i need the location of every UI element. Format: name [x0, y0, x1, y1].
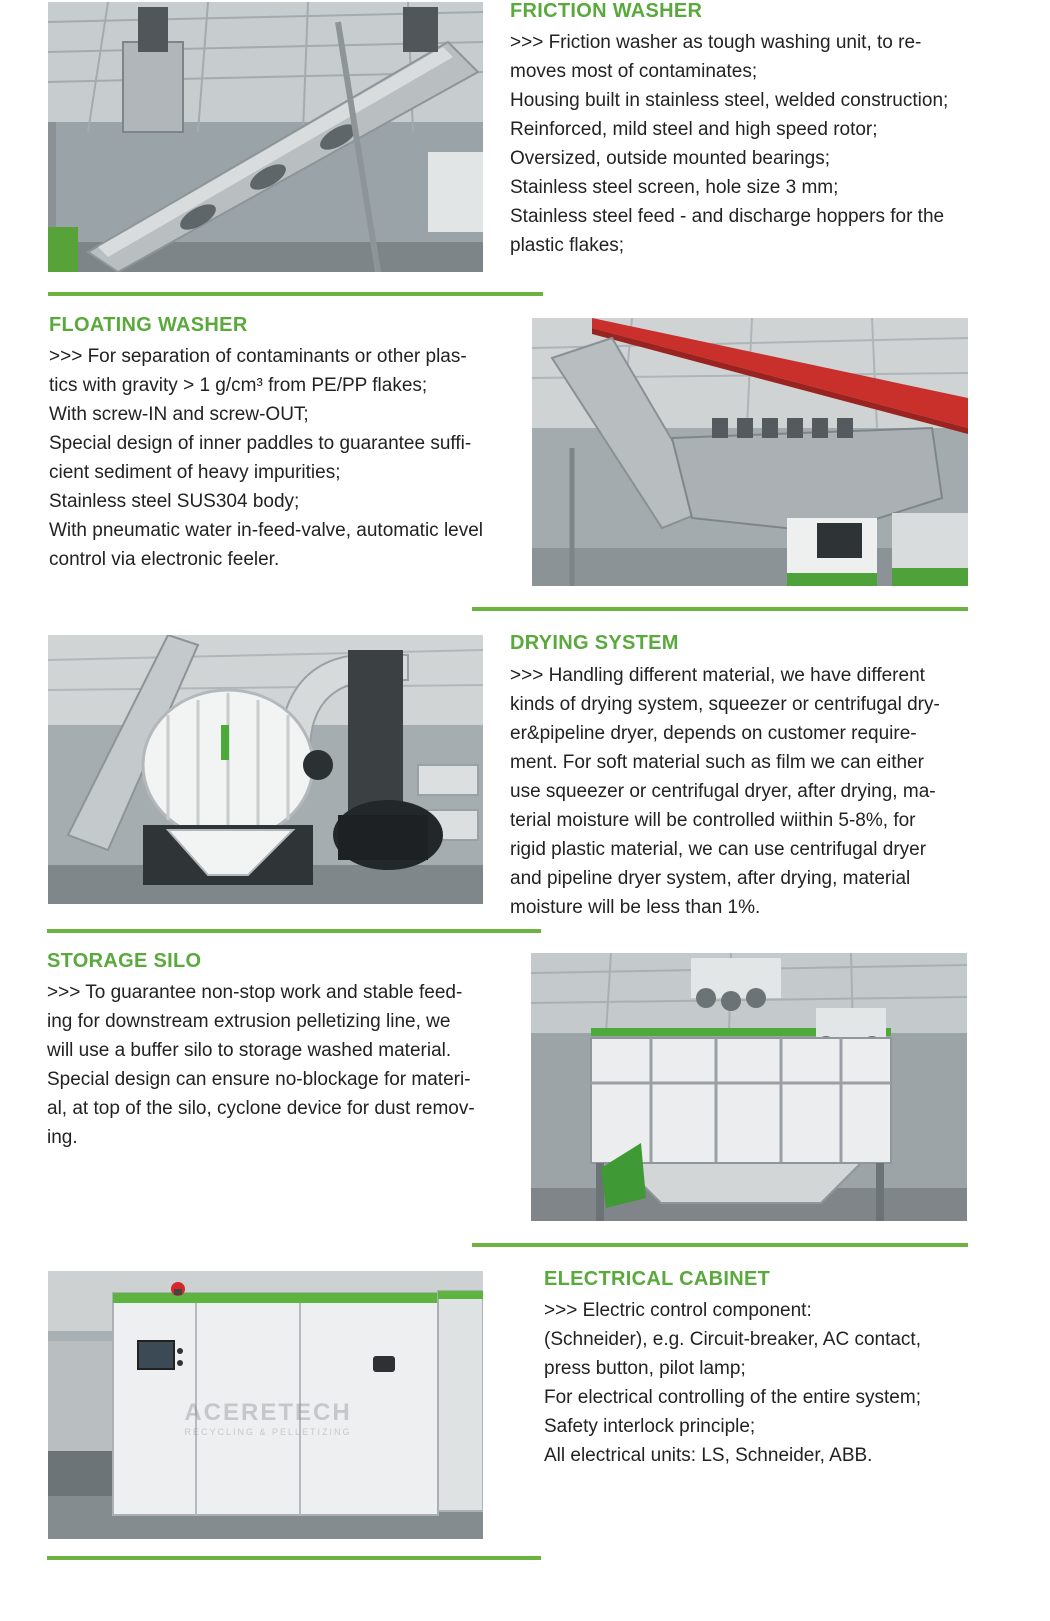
description-line: Stainless steel feed - and discharge hoppers for the: [510, 206, 945, 227]
description-line: moisture will be less than 1%.: [510, 897, 761, 918]
section-divider: [48, 292, 543, 296]
floating-washer-photo: [532, 318, 968, 586]
description-line: Reinforced, mild steel and high speed rotor;: [510, 119, 878, 140]
floating-washer-description: [49, 342, 483, 574]
watermark-brand-text: ACERETECH: [184, 1399, 352, 1426]
description-line: moves most of contaminates;: [510, 61, 758, 82]
description-line: er&pipeline dryer, depends on customer require-: [510, 723, 917, 744]
description-line: With screw-IN and screw-OUT;: [49, 404, 309, 425]
friction-washer-title: FRICTION WASHER: [510, 0, 703, 22]
description-line: >>> For separation of contaminants or other plas-: [49, 346, 467, 367]
description-line: and pipeline dryer system, after drying, material: [510, 868, 911, 889]
description-line: rigid plastic material, we can use centrifugal dryer: [510, 839, 927, 860]
description-line: control via electronic feeler.: [49, 549, 280, 570]
electrical-cabinet-photo: [48, 1271, 483, 1539]
description-line: Oversized, outside mounted bearings;: [510, 148, 831, 169]
description-line: >>> To guarantee non-stop work and stable feed-: [47, 982, 463, 1003]
friction-washer-description: [510, 28, 948, 260]
description-line: ing.: [47, 1127, 78, 1148]
electrical-cabinet-title: ELECTRICAL CABINET: [544, 1268, 771, 1290]
description-line: Safety interlock principle;: [544, 1416, 756, 1437]
drying-system-title: DRYING SYSTEM: [510, 632, 679, 654]
section-divider: [472, 607, 968, 611]
section-divider: [47, 1556, 541, 1560]
description-line: >>> Electric control component:: [544, 1300, 812, 1321]
description-line: Stainless steel screen, hole size 3 mm;: [510, 177, 839, 198]
storage-silo-description: [47, 978, 475, 1152]
description-line: plastic flakes;: [510, 235, 625, 256]
description-line: cient sediment of heavy impurities;: [49, 462, 341, 483]
section-divider: [47, 929, 541, 933]
storage-silo-photo: [531, 953, 967, 1221]
electrical-cabinet-description: [544, 1296, 921, 1470]
description-line: ment. For soft material such as film we can either: [510, 752, 924, 773]
description-line: With pneumatic water in-feed-valve, automatic level: [49, 520, 484, 541]
description-line: terial moisture will be controlled wiithin 5-8%, for: [510, 810, 916, 831]
description-line: Special design can ensure no-blockage for materi-: [47, 1069, 471, 1090]
description-line: For electrical controlling of the entire system;: [544, 1387, 921, 1408]
description-line: >>> Friction washer as tough washing unit, to re-: [510, 32, 922, 53]
brand-watermark: [178, 1399, 358, 1437]
watermark-tagline-text: RECYCLING & PELLETIZING: [184, 1427, 352, 1437]
description-line: use squeezer or centrifugal dryer, after drying, ma-: [510, 781, 936, 802]
description-line: Stainless steel SUS304 body;: [49, 491, 300, 512]
description-line: ing for downstream extrusion pelletizing line, we: [47, 1011, 451, 1032]
storage-silo-title: STORAGE SILO: [47, 950, 202, 972]
description-line: All electrical units: LS, Schneider, ABB.: [544, 1445, 873, 1466]
section-divider: [472, 1243, 968, 1247]
friction-washer-photo: [48, 2, 483, 272]
description-line: tics with gravity > 1 g/cm³ from PE/PP flakes;: [49, 375, 428, 396]
drying-system-description: [510, 661, 940, 922]
description-line: >>> Handling different material, we have different: [510, 665, 925, 686]
description-line: kinds of drying system, squeezer or centrifugal dry-: [510, 694, 940, 715]
description-line: al, at top of the silo, cyclone device for dust remov-: [47, 1098, 475, 1119]
floating-washer-title: FLOATING WASHER: [49, 314, 248, 336]
drying-system-photo: [48, 635, 483, 904]
description-line: will use a buffer silo to storage washed material.: [47, 1040, 452, 1061]
description-line: Special design of inner paddles to guarantee suffi-: [49, 433, 472, 454]
description-line: press button, pilot lamp;: [544, 1358, 746, 1379]
description-line: (Schneider), e.g. Circuit-breaker, AC contact,: [544, 1329, 921, 1350]
description-line: Housing built in stainless steel, welded construction;: [510, 90, 949, 111]
